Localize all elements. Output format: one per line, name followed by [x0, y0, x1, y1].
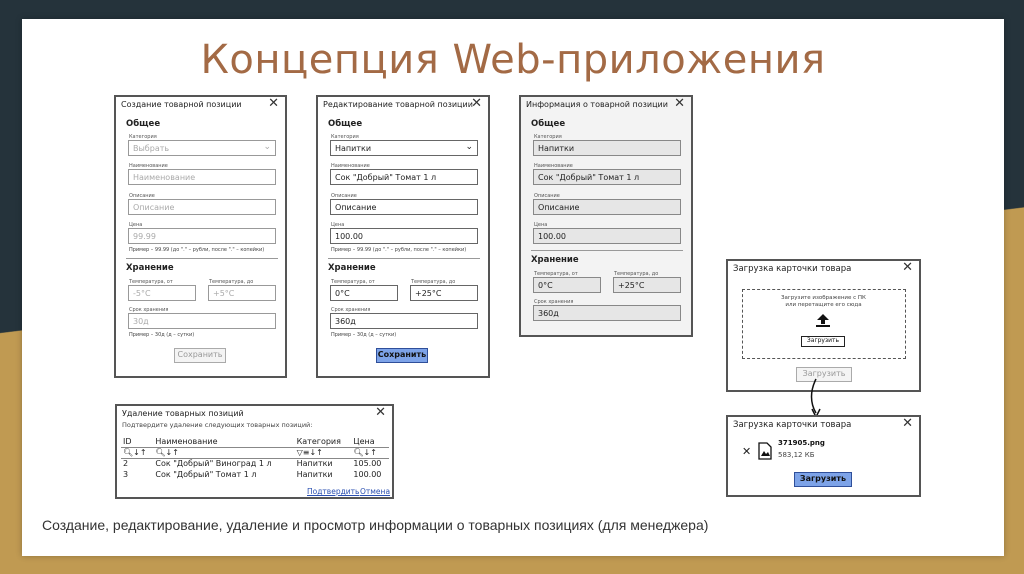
shelf-label: Срок хранения: [331, 307, 371, 313]
desc-label: Описание: [331, 193, 357, 199]
name-input[interactable]: Наименование: [128, 169, 276, 185]
create-dialog: [114, 95, 287, 378]
drop-text: или перетащите его сюда: [785, 302, 862, 308]
cell-price: 105.00: [353, 459, 382, 469]
chevron-down-icon: ⌄: [263, 142, 271, 152]
shelf-value: 360д: [533, 305, 681, 321]
close-icon[interactable]: ✕: [268, 96, 279, 111]
save-button[interactable]: Сохранить: [174, 348, 226, 363]
cell-id: 2: [123, 459, 129, 469]
section-general: Общее: [126, 119, 161, 129]
shelf-input[interactable]: 360д: [330, 313, 478, 329]
col-header[interactable]: Наименование: [153, 436, 294, 447]
shelf-hint: Пример – 30д (д – сутки): [331, 332, 397, 338]
price-input[interactable]: 100.00: [330, 228, 478, 244]
price-label: Цена: [534, 222, 548, 228]
pick-file-button[interactable]: Загрузить: [801, 336, 845, 347]
divider: [531, 250, 683, 251]
image-file-icon: [758, 442, 772, 460]
col-header[interactable]: ID: [121, 436, 153, 447]
filter-sort-icon[interactable]: 🔍︎↓↑: [351, 447, 389, 458]
filter-sort-icon[interactable]: 🔍︎↓↑: [153, 447, 294, 458]
file-size: 583,12 КБ: [778, 451, 815, 459]
dialog-title: Информация о товарной позиции: [526, 100, 668, 109]
price-value: 100.00: [533, 228, 681, 244]
file-name: 371905.png: [778, 439, 825, 447]
category-label: Категория: [129, 134, 157, 140]
section-storage: Хранение: [531, 255, 579, 265]
table-row: [121, 458, 389, 469]
price-hint: Пример – 99.99 (до "." – рубли, после "." – копейки): [331, 247, 467, 253]
shelf-label: Срок хранения: [534, 299, 574, 305]
temp-from-label: Температура, от: [129, 279, 173, 285]
category-label: Категория: [534, 134, 562, 140]
upload-dialog: [726, 259, 921, 392]
cell-name: Сок "Добрый" Виноград 1 л: [155, 459, 272, 469]
name-label: Наименование: [129, 163, 168, 169]
remove-file-icon[interactable]: ✕: [742, 445, 752, 458]
temp-to-input[interactable]: +5°C: [208, 285, 276, 301]
upload-button[interactable]: Загрузить: [794, 472, 852, 487]
drop-text: Загрузите изображение с ПК: [781, 295, 866, 301]
temp-to-input[interactable]: +25°C: [410, 285, 478, 301]
filter-row: [121, 447, 389, 458]
cell-category: Напитки: [296, 470, 333, 479]
dialog-title: Загрузка карточки товара: [733, 264, 852, 274]
close-icon[interactable]: ✕: [471, 96, 482, 111]
delete-table: [121, 436, 389, 480]
slide-caption: Создание, редактирование, удаление и просмотр информации о товарных позициях (для менеджера): [42, 517, 709, 533]
temp-from-label: Температура, от: [331, 279, 375, 285]
section-storage: Хранение: [126, 263, 174, 273]
temp-from-input[interactable]: 0°C: [330, 285, 398, 301]
temp-to-label: Температура, до: [209, 279, 254, 285]
desc-label: Описание: [129, 193, 155, 199]
close-icon[interactable]: ✕: [375, 405, 386, 420]
temp-to-value: +25°C: [613, 277, 681, 293]
upload-button[interactable]: Загрузить: [796, 367, 852, 382]
cell-category: Напитки: [296, 459, 333, 469]
shelf-label: Срок хранения: [129, 307, 169, 313]
shelf-input[interactable]: 30д: [128, 313, 276, 329]
category-label: Категория: [331, 134, 359, 140]
section-general: Общее: [328, 119, 363, 129]
category-select[interactable]: Выбрать ⌄: [128, 140, 276, 156]
desc-label: Описание: [534, 193, 560, 199]
table-header: [121, 436, 389, 447]
flow-arrow: [802, 377, 832, 419]
temp-to-label: Температура, до: [411, 279, 456, 285]
upload-dialog-selected: [726, 415, 921, 497]
dialog-title: Редактирование товарной позиции: [323, 100, 473, 109]
dialog-title: Удаление товарных позиций: [122, 409, 244, 418]
name-input[interactable]: Сок "Добрый" Томат 1 л: [330, 169, 478, 185]
drop-zone[interactable]: [742, 289, 906, 359]
temp-from-value: 0°C: [533, 277, 601, 293]
edit-dialog: [316, 95, 490, 378]
dialog-title: Создание товарной позиции: [121, 100, 242, 109]
delete-prompt: Подтвердите удаление следующих товарных позиций:: [122, 421, 313, 429]
price-label: Цена: [331, 222, 345, 228]
dialog-title: Загрузка карточки товара: [733, 420, 852, 430]
filter-sort-icon[interactable]: 🔍︎↓↑: [121, 447, 153, 458]
category-value: Напитки: [533, 140, 681, 156]
filter-sort-icon[interactable]: ▽≡↓↑: [295, 447, 352, 458]
divider: [126, 258, 278, 259]
price-label: Цена: [129, 222, 143, 228]
slide: [22, 19, 1004, 556]
shelf-hint: Пример – 30д (д – сутки): [129, 332, 195, 338]
close-icon[interactable]: ✕: [674, 96, 685, 111]
name-label: Наименование: [534, 163, 573, 169]
cell-id: 3: [123, 470, 129, 479]
save-button[interactable]: Сохранить: [376, 348, 428, 363]
divider: [328, 258, 480, 259]
section-storage: Хранение: [328, 263, 376, 273]
category-select[interactable]: Напитки ⌄: [330, 140, 478, 156]
table-row: [121, 469, 389, 480]
upload-icon: [813, 312, 833, 328]
col-header[interactable]: Категория: [295, 436, 352, 447]
desc-input[interactable]: Описание: [330, 199, 478, 215]
delete-dialog: [115, 404, 394, 499]
close-icon[interactable]: ✕: [902, 416, 913, 431]
info-dialog: [519, 95, 693, 337]
col-header[interactable]: Цена: [351, 436, 389, 447]
chevron-down-icon: ⌄: [465, 142, 473, 152]
cell-price: 100.00: [353, 470, 382, 479]
cell-name: Сок "Добрый" Томат 1 л: [155, 470, 257, 479]
slide-title: Концепция Web-приложения: [200, 37, 826, 83]
desc-input[interactable]: Описание: [128, 199, 276, 215]
price-hint: Пример – 99.99 (до "." – рубли, после "." – копейки): [129, 247, 265, 253]
temp-to-label: Температура, до: [614, 271, 659, 277]
section-general: Общее: [531, 119, 566, 129]
price-input[interactable]: 99.99: [128, 228, 276, 244]
temp-from-input[interactable]: -5°C: [128, 285, 196, 301]
confirm-link[interactable]: Подтвердить: [307, 487, 360, 496]
temp-from-label: Температура, от: [534, 271, 578, 277]
cancel-link[interactable]: Отмена: [360, 487, 391, 496]
name-label: Наименование: [331, 163, 370, 169]
desc-value: Описание: [533, 199, 681, 215]
name-value: Сок "Добрый" Томат 1 л: [533, 169, 681, 185]
close-icon[interactable]: ✕: [902, 260, 913, 275]
